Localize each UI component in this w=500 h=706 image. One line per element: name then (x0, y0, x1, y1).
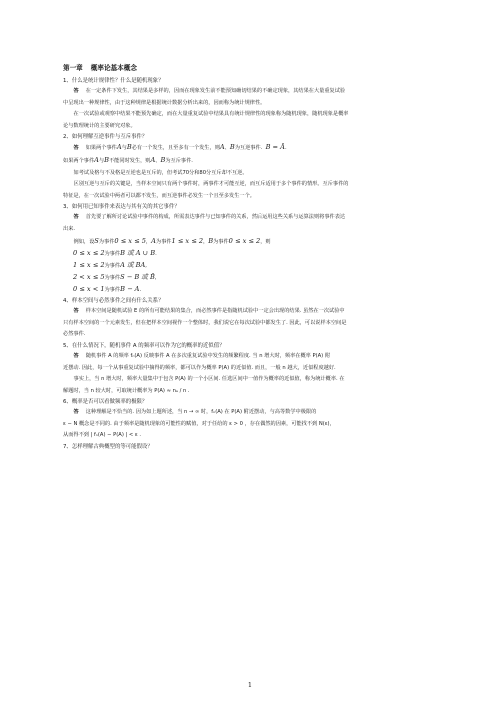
question-6: 6、概率是否可以看做频率的极限？ (63, 399, 148, 406)
text: 事实上，当 n 增大时，频率大量集中于包含 P(A) 的一个小区间. 任选区间中一值作为概率的近似值，称为统计概率. 在 (73, 376, 345, 383)
answer-2-para-2: 如果两个事件A与B不能同时发生，则A、B为互斥事件. (63, 155, 193, 164)
answer-label: 答 (73, 409, 79, 416)
answer-3-example (63, 236, 437, 249)
text: 这种理解是不恰当的. 因为如上题所述，当 n → ∞ 时，fₙ(A) 在 P(A) 附近摆动，与高等数学中极限的 (85, 409, 317, 416)
math-formula: 0 ≤ x < 1 (73, 285, 105, 294)
text: 为事件 (104, 263, 121, 270)
chapter-number: 第一章 (63, 64, 83, 72)
math-symbol: A (219, 143, 225, 152)
math-symbol: A (94, 155, 99, 164)
math-formula: 0 ≤ x ≤ 2 (228, 236, 261, 245)
answer-2-para-1: 答 如果两个事件A与B必有一个发生，且至多有一个发生，则A、B为互逆事件. B = Ā. (73, 143, 287, 152)
text: 如果两个事件 (63, 157, 95, 164)
answer-1-para-1 (63, 86, 437, 109)
text: 为事件 (155, 238, 172, 245)
answer-6-para-1 (63, 407, 437, 442)
text: 从而得不到 | fₙ(A) − P(A) | < ε . (63, 432, 141, 439)
text: 不能同时发生，则 (108, 157, 151, 164)
math-formula: S − B 或 B̄ (120, 273, 155, 282)
answer-label: 答 (73, 88, 79, 94)
math-formula: 0 ≤ x ≤ 2 (73, 249, 105, 258)
example-line-1: 0 ≤ x ≤ 2为事件B 或 A ∪ B. (73, 249, 157, 258)
math-symbol: B (229, 143, 235, 152)
page-content (63, 62, 437, 452)
text: 随机事件 A 的频率 fₙ(A) 反映事件 A 在多次重复试验中发生的频繁程度. 当 n 增大时，频率在概率 P(A) 附 (85, 352, 331, 359)
example-line-3: 2 < x ≤ 5为事件S − B 或 B̄, (73, 273, 157, 282)
answer-label: 答 (73, 352, 79, 359)
text: 为互逆事件. (234, 145, 263, 152)
answer-1-line-4: 论与数理统计的主要研究对象。 (63, 122, 136, 129)
text: 近摆动. 因此，每一个从事重复试验中摘得的频率，都可以作为概率 P(A) 的近似值. 而且，一般 n 越大，近似程度越好. (63, 364, 336, 371)
text: ε − N 概念是不同的. 由于频率是随机现象的可能性的赋值，对于任给的 ε > 0 ，存在偶然的因素，可能找不到 N(ε)， (63, 420, 335, 427)
text: 与 (121, 145, 127, 152)
math-formula: 2 < x ≤ 5 (73, 273, 105, 282)
math-symbol: B (104, 155, 109, 164)
question-5: 5、在什么情况下，随机事件 A 的频率可以作为它的概率的近似值？ (63, 342, 225, 349)
text: 为事件 (104, 275, 121, 282)
answer-1-line-1: 在一定条件下发生，其结果是多样的，因而在现象发生前不能预知确切结果的不确定现象，其结果在大量重复试验 (85, 88, 346, 94)
math-symbol: B (160, 155, 166, 164)
example-line-2: 1 ≤ x ≤ 2为事件A 或 BA, (73, 261, 147, 270)
text: 为事件 (104, 251, 121, 258)
answer-1-para-2 (63, 109, 437, 132)
text: 首先要了解所讨论试验中事件的构成，所需表达事件与已知事件的关系，然后运用这些关系与运算法则将事件表达 (85, 214, 346, 221)
math-formula: 0 ≤ x ≤ 5 (114, 236, 146, 245)
math-symbol: A (150, 155, 156, 164)
text: 特征是，在一次试验中两者可以都不发生，而互逆事件必发生一个且至多发生一个。 (63, 192, 255, 199)
answer-4-para-1 (63, 306, 437, 341)
text: 出来. (63, 225, 76, 232)
text: 区别互逆与互斥的关键是，当样本空间只有两个事件时，两事件才可能互逆，而互斥适用于多个事件的情形。互斥事件的 (73, 181, 349, 188)
answer-1-line-2: 中呈现出一种规律性，由于这种规律是根据统计数据分析出来的，因而称为统计规律性。 (63, 99, 266, 106)
answer-label: 答 (73, 145, 79, 152)
question-4: 4、样本空间与必然事件之间有什么关系？ (63, 298, 164, 305)
answer-1-line-3: 在一次试验或观察中结果不能预先确定，而在大量重复试验中结果具有统计规律性的现象称为随机现象，随机现象是概率 (73, 111, 349, 118)
chapter-heading (63, 62, 437, 72)
text: 必然事件. (63, 331, 86, 338)
text: 与 (98, 157, 105, 164)
text: 为互斥事件. (165, 157, 193, 164)
answer-2-para-3: 如考试及格与不及格是互逆也是互斥的，但考试70分和80分互斥却不互逆。 (73, 169, 248, 176)
math-formula: B = Ā (265, 143, 285, 152)
question-2: 2、如何理解互逆事件与互斥事件？ (63, 134, 148, 141)
answer-label: 答 (73, 308, 79, 315)
text: 为事件 (98, 238, 115, 245)
math-formula: 1 ≤ x ≤ 2 (171, 236, 204, 245)
question-1: 1、什么是统计规律性？什么是随机现象？ (63, 78, 164, 84)
math-formula: 1 ≤ x ≤ 2 (73, 261, 105, 270)
text: 例如，设 (73, 238, 95, 245)
math-formula: B − A (120, 285, 140, 294)
math-symbol: B (208, 236, 214, 245)
math-symbol: S (94, 236, 99, 245)
math-symbol: A (116, 143, 122, 152)
answer-5-para-2 (63, 374, 437, 397)
math-symbol: A (151, 236, 156, 245)
question-3: 3、如何用已知事件来表达与其有关的其它事件？ (63, 204, 180, 211)
example-line-4: 0 ≤ x < 1为事件B − A. (73, 285, 142, 294)
page-number: 1 (247, 681, 253, 689)
text: 必有一个发生，且至多有一个发生，则 (131, 145, 220, 152)
text: ， (145, 238, 152, 245)
answer-label: 答 (73, 214, 79, 221)
text: 解题时，当 n 较大时，可取统计概率为 P(A) ≈ nₐ / n . (63, 387, 190, 394)
answer-3-para-1 (63, 212, 437, 235)
text: 只有样本空间的一个元素发生，但在把样本空间视作一个整体时，我们说它在每次试验中都发生了. 因此，可以说样本空间是 (63, 319, 347, 326)
math-formula: B 或 A ∪ B (120, 249, 156, 258)
text: ，则 (260, 238, 271, 245)
text: 如果两个事件 (85, 145, 117, 152)
chapter-title: 概率论基本概念 (90, 64, 137, 72)
text: 样本空间是随机试验 E 的所有可能结果的集合，而必然事件是指随机试验中一定会出现的结果. 虽然在一次试验中 (85, 308, 345, 315)
text: 为事件 (213, 238, 229, 245)
answer-2-para-4 (63, 179, 437, 202)
text: 为事件 (104, 287, 121, 294)
text: ， (203, 238, 209, 245)
math-formula: A 或 BA (120, 261, 146, 270)
question-7: 7、怎样理解古典概型的等可能假设？ (63, 444, 153, 451)
math-symbol: B (126, 143, 132, 152)
answer-5-para-1 (63, 351, 437, 374)
